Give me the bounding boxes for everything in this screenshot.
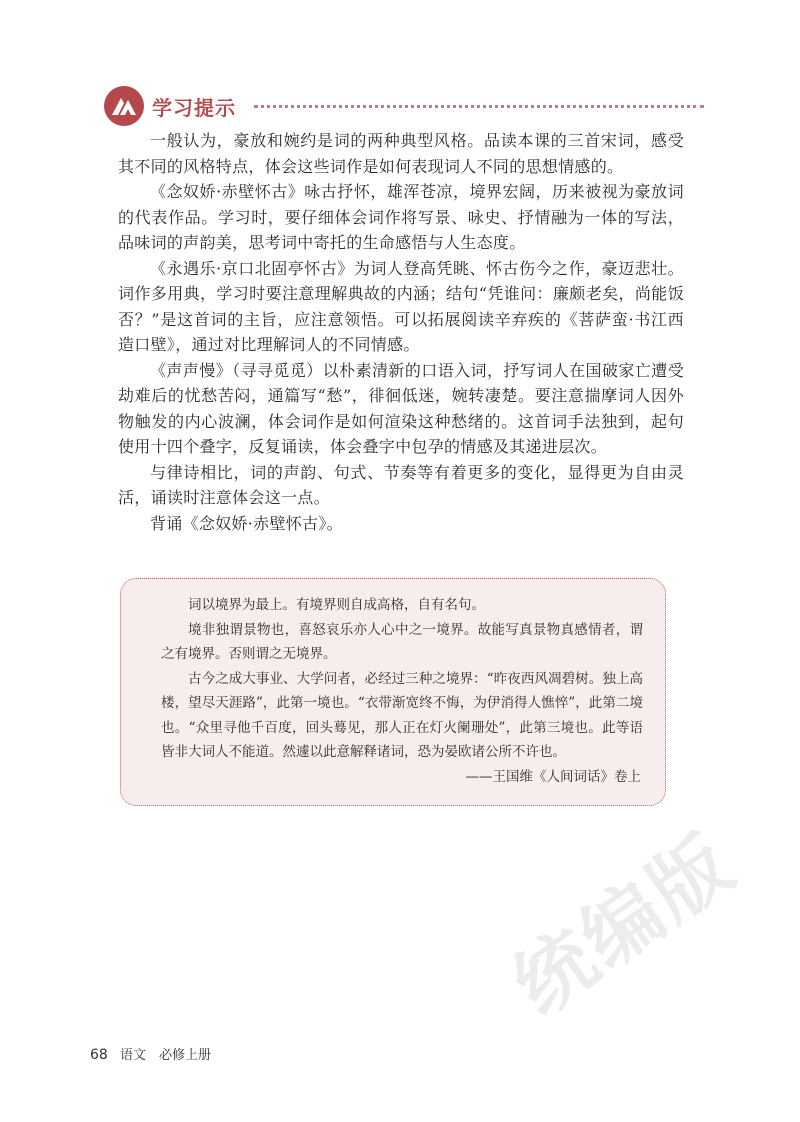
paragraph: 一般认为，豪放和婉约是词的两种典型风格。品读本课的三首宋词，感受其不同的风格特点，体会这些词作是如何表现词人不同的思想情感的。 bbox=[118, 131, 684, 176]
quote-paragraph: 境非独谓景物也，喜怒哀乐亦人心中之一境界。故能写真景物真感情者，谓之有境界。否则谓之无境界。 bbox=[161, 621, 643, 662]
header-dotted-divider bbox=[254, 105, 704, 108]
page-footer bbox=[90, 1044, 211, 1063]
section-logo-icon bbox=[104, 86, 144, 126]
book-title: 语文 必修上册 bbox=[119, 1048, 211, 1063]
section-header bbox=[104, 86, 704, 126]
quote-box bbox=[120, 578, 666, 806]
watermark: 统编版 bbox=[498, 817, 752, 1033]
paragraph: 《念奴娇·赤壁怀古》咏古抒怀，雄浑苍凉，境界宏阔，历来被视为豪放词的代表作品。学习时，要仔细体会词作将写景、咏史、抒情融为一体的写法，品味词的声韵美，思考词中寄托的生命感悟与人生态度。 bbox=[118, 182, 684, 252]
quote-paragraph: 词以境界为最上。有境界则自成高格，自有名句。 bbox=[188, 597, 485, 613]
quote-paragraph: 古今之成大事业、大学问者，必经过三种之境界：“昨夜西风凋碧树。独上高楼，望尽天涯路”，此第一境也。“衣带渐宽终不悔，为伊消得人憔悴”，此第二境也。“众里寻他千百度，回头蓦见，那人正在灯火阑珊处”，此第三境也。此等语皆非大词人不能道。然遽以此意解释诸词，恐为晏欧诸公所不许也。 bbox=[161, 670, 643, 760]
study-tips-body bbox=[118, 128, 684, 536]
section-title: 学习提示 bbox=[152, 95, 236, 120]
paragraph: 《永遇乐·京口北固亭怀古》为词人登高凭眺、怀古伤今之作，豪迈悲壮。词作多用典，学习时要注意理解典故的内涵；结句“凭谁问：廉颇老矣，尚能饭否？”是这首词的主旨，应注意领悟。可以拓展阅读辛弃疾的《菩萨蛮·书江西造口壁》，通过对比理解词人的不同情感。 bbox=[118, 258, 684, 354]
paragraph: 背诵《念奴娇·赤壁怀古》。 bbox=[150, 513, 343, 533]
quote-attribution: ——王国维《人间词话》卷上 bbox=[465, 768, 641, 785]
page-number: 68 bbox=[90, 1047, 108, 1063]
paragraph: 与律诗相比，词的声韵、句式、节奏等有着更多的变化，显得更为自由灵活，诵读时注意体会这一点。 bbox=[118, 462, 684, 507]
paragraph: 《声声慢》（寻寻觅觅）以朴素清新的口语入词，抒写词人在国破家亡遭受劫难后的忧愁苦闷，通篇写“愁”，徘徊低迷，婉转凄楚。要注意揣摩词人因外物触发的内心波澜，体会词作是如何渲染这种愁绪的。这首词手法独到，起句使用十四个叠字，反复诵读，体会叠字中包孕的情感及其递进层次。 bbox=[118, 360, 684, 456]
